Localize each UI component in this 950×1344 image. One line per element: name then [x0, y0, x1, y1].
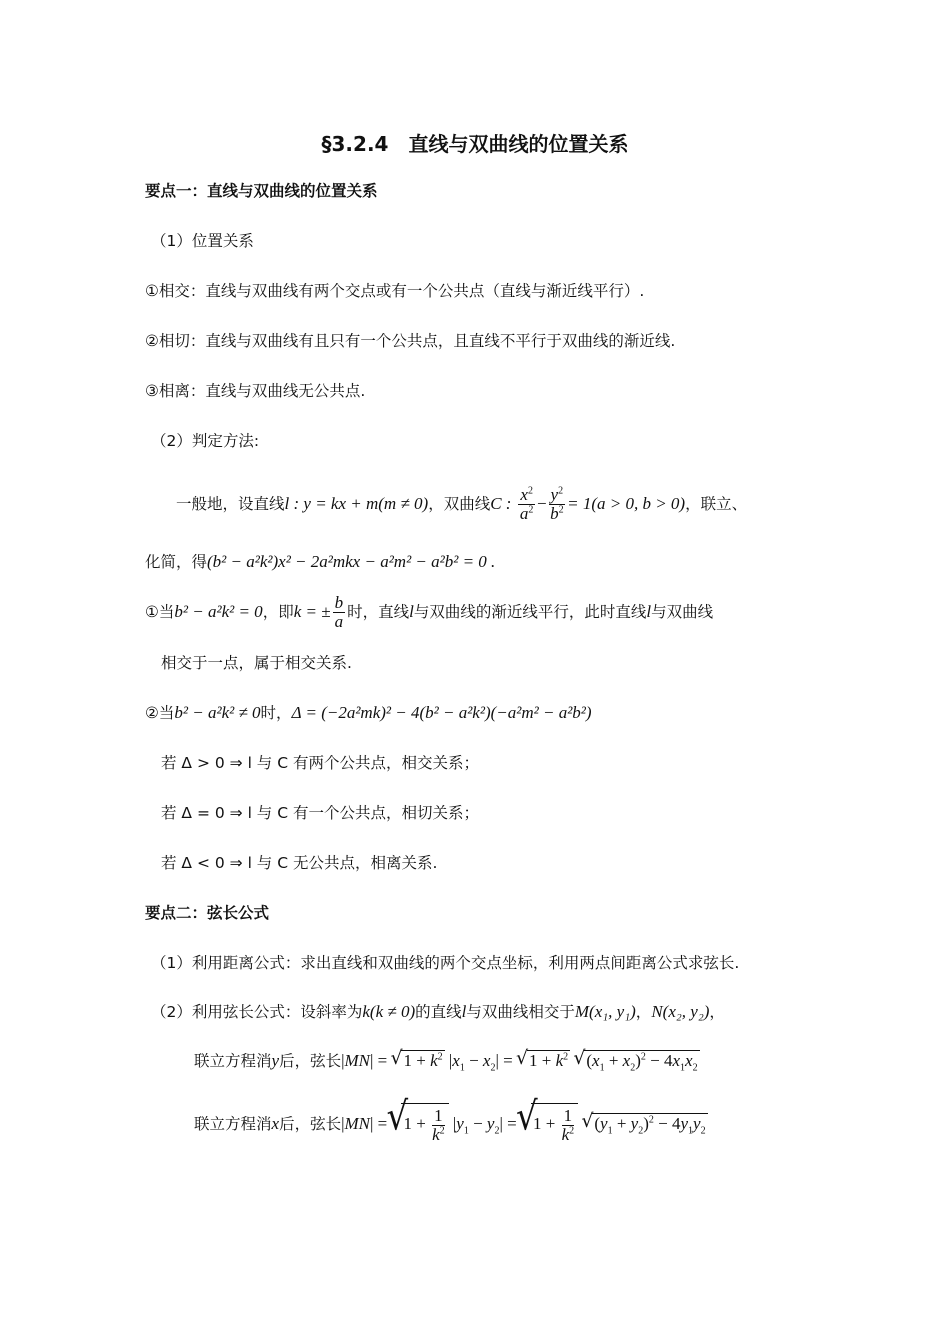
case-two-equation: b² − a²k² ≠ 0 — [174, 703, 261, 722]
case-two-line — [145, 702, 890, 724]
eliminate-y-var: y — [271, 1051, 280, 1070]
result-tangent: 若 Δ = 0 ⇒ l 与 C 有一个公共点，相切关系； — [161, 804, 479, 822]
fraction-y2-b2: $\frac{y^2}{b^2}$ — [550, 485, 564, 523]
case-one-tail2: 与双曲线的渐近线平行，此时直线 — [413, 603, 647, 621]
hyperbola-label: C : — [490, 494, 512, 513]
case-one-continuation: 相交于一点，属于相交关系. — [161, 654, 352, 672]
quadratic-equation: (b² − a²k²)x² − 2a²mkx − a²m² − a²b² = 0 . — [207, 552, 496, 571]
case-one-line: ①当b² − a²k² = 0，即k = ± $\frac{b}{a}$ 时，直线l与双曲线的渐近线平行，此时直线l与双曲线 — [145, 593, 714, 631]
eliminate-y-mid: 后，弦长 — [279, 1052, 342, 1070]
subheading-method: （2）判定方法: — [151, 432, 260, 450]
chord-length-eliminate-y — [194, 1050, 890, 1072]
chord-formula-mid2: 与双曲线相交于 — [466, 1003, 575, 1021]
paragraph-intersect: ①相交：直线与双曲线有两个交点或有一个公共点（直线与渐近线平行）. — [145, 282, 645, 300]
case-one-mid: ，即 — [262, 603, 294, 621]
chord-formula-y: |MN| = √ 1 + $\frac{1}{k^2}$ $|y_1 - y_2|$ = √ 1 + $\frac{1}{k^2}$ √ $(y_1 + y_2)^2 - 4y_1y_2$ — [341, 1114, 708, 1133]
paragraph-separate: ③相离：直线与双曲线无公共点. — [145, 382, 366, 400]
fraction-x2-a2: $\frac{x^2}{a^2}$ — [519, 485, 534, 523]
point-n: N(x₂, y₂) — [651, 1002, 710, 1021]
chord-method-formula: （2）利用弦长公式：设斜率为k(k ≠ 0)的直线l与双曲线相交于M(x₁, y₁)，N(x₂, y₂)， — [151, 1002, 725, 1021]
method-setup-line: 一般地，设直线l : y = kx + m(m ≠ 0)，双曲线C : $\frac{x^2}{a^2}$ − $\frac{y^2}{b^2}$ = 1(a > 0, b > 0)，联立、 — [176, 485, 748, 523]
point-m: M(x₁, y₁) — [574, 1002, 636, 1021]
slope-expression: k = ± — [293, 602, 331, 621]
setup-end: ，联立、 — [685, 495, 748, 513]
case-two-prefix: ②当 — [145, 704, 175, 722]
hyperbola-condition: = 1(a > 0, b > 0) — [567, 494, 686, 513]
paragraph-tangent: ②相切：直线与双曲线有且只有一个公共点，且直线不平行于双曲线的渐近线. — [145, 332, 676, 350]
setup-prefix: 一般地，设直线 — [176, 495, 285, 513]
section-heading-1: 要点一：直线与双曲线的位置关系 — [145, 182, 378, 200]
case-one-prefix: ①当 — [145, 603, 175, 621]
result-intersect: 若 Δ > 0 ⇒ l 与 C 有两个公共点，相交关系； — [161, 754, 479, 772]
section-heading-2: 要点二：弦长公式 — [145, 904, 270, 922]
case-two-mid: 时， — [260, 704, 292, 722]
fraction-b-a: $\frac{b}{a}$ — [334, 593, 344, 631]
simplify-prefix: 化简，得 — [145, 553, 208, 571]
chord-length-eliminate-x — [194, 1100, 890, 1148]
eliminate-x-var: x — [271, 1114, 280, 1133]
chord-formula-mid: 的直线 — [415, 1003, 462, 1021]
chord-formula-x: |MN| = √ $1 + k^2$ $|x_1 - x_2|$ = √ $1 + k^2$ √ $(x_1 + x_2)^2 - 4x_1x_2$ — [341, 1051, 700, 1070]
line-equation: l : y = kx + m — [284, 494, 379, 513]
subheading-position: （1）位置关系 — [151, 232, 254, 250]
case-one-tail3: 与双曲线 — [651, 603, 714, 621]
eliminate-x-prefix: 联立方程消 — [194, 1115, 272, 1133]
case-one-equation: b² − a²k² = 0 — [174, 602, 263, 621]
setup-mid: ，双曲线 — [428, 495, 491, 513]
simplified-equation-line — [145, 551, 890, 573]
discriminant-formula: Δ = (−2a²mk)² − 4(b² − a²k²)(−a²m² − a²b²) — [291, 703, 592, 722]
result-separate: 若 Δ < 0 ⇒ l 与 C 无公共点，相离关系. — [161, 854, 438, 872]
slope-condition: k(k ≠ 0) — [362, 1002, 416, 1021]
page-title: §3.2.4 直线与双曲线的位置关系 — [321, 132, 629, 156]
chord-method-distance: （1）利用距离公式：求出直线和双曲线的两个交点坐标，利用两点间距离公式求弦长. — [151, 954, 740, 972]
eliminate-x-mid: 后，弦长 — [279, 1115, 342, 1133]
case-one-tail: 时，直线 — [347, 603, 410, 621]
chord-formula-prefix: （2）利用弦长公式：设斜率为 — [151, 1003, 363, 1021]
eliminate-y-prefix: 联立方程消 — [194, 1052, 272, 1070]
line-condition: (m ≠ 0) — [378, 494, 429, 513]
